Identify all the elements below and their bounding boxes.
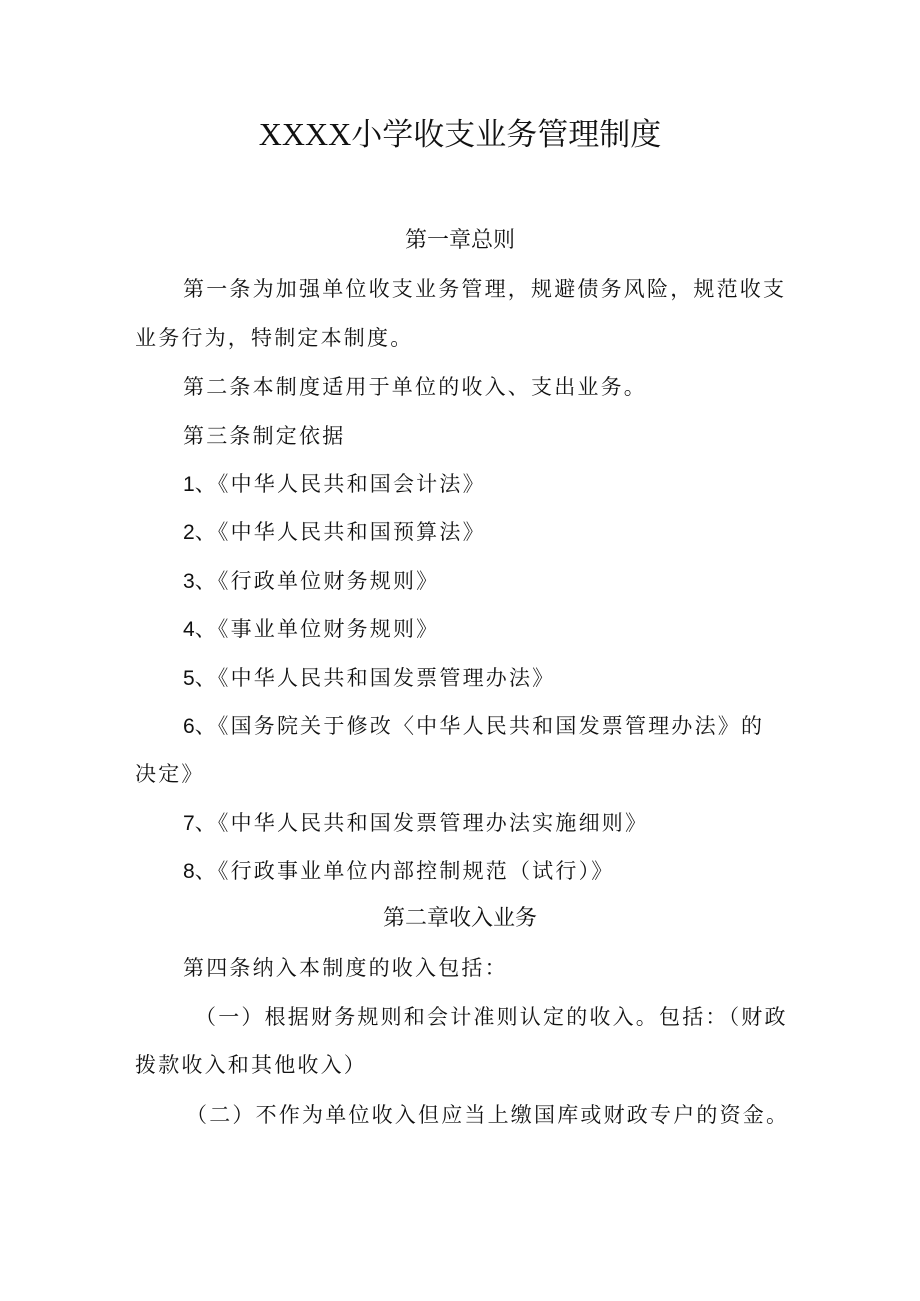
chapter-2-heading: 第二章收入业务 bbox=[382, 906, 537, 931]
basis-item: 2 、《中华人民共和国预算法》 bbox=[183, 520, 486, 544]
basis-item: 4 、《事业单位财务规则》 bbox=[183, 617, 440, 641]
basis-item: 1 、《中华人民共和国会计法》 bbox=[183, 472, 486, 496]
document-title bbox=[0, 112, 920, 157]
basis-item: 8 、《行政事业单位内部控制规范（试行）》 bbox=[183, 859, 615, 883]
income-item-1-line-2: 拨款收入和其他收入） bbox=[135, 1053, 367, 1077]
title-prefix: XXXX bbox=[258, 116, 352, 152]
basis-item: 6 、《国务院关于修改〈中华人民共和国发票管理办法》的 bbox=[183, 714, 765, 738]
basis-item: 3 、《行政单位财务规则》 bbox=[183, 569, 440, 593]
article-2: 第二条本制度适用于单位的收入、支出业务。 bbox=[183, 375, 647, 399]
chapter-1-heading: 第一章总则 bbox=[404, 228, 515, 253]
article-1-line-2: 业务行为，特制定本制度。 bbox=[135, 326, 414, 350]
income-item-1-line-1: （一）根据财务规则和会计准则认定的收入。包括：（财政 bbox=[195, 1005, 788, 1029]
article-1-line-1: 第一条为加强单位收支业务管理，规避债务风险，规范收支 bbox=[183, 277, 787, 301]
income-item-2: （二）不作为单位收入但应当上缴国库或财政专户的资金。 bbox=[186, 1103, 790, 1127]
title-text: 小学收支业务管理制度 bbox=[351, 117, 662, 153]
article-4: 第四条纳入本制度的收入包括： bbox=[183, 956, 508, 980]
basis-item-continuation: 决定》 bbox=[135, 762, 205, 786]
basis-item: 5 、《中华人民共和国发票管理办法》 bbox=[183, 666, 556, 690]
article-3: 第三条制定依据 bbox=[183, 424, 346, 448]
basis-item: 7 、《中华人民共和国发票管理办法实施细则》 bbox=[183, 811, 649, 835]
